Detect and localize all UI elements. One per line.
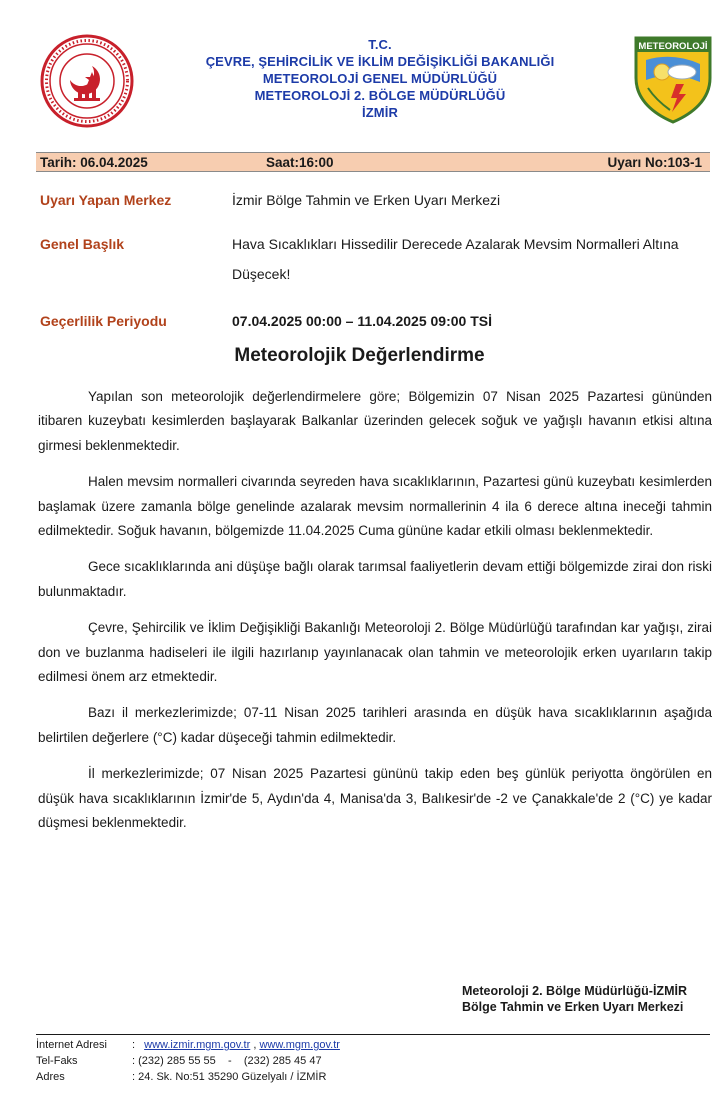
address-label: Adres — [36, 1071, 65, 1083]
footer-phone-row — [36, 1053, 710, 1069]
paragraph: Çevre, Şehircilik ve İklim Değişikliği Bakanlığı Meteoroloji 2. Bölge Müdürlüğü tarafından kar yağışı, zirai don ve buzlanma hadiseleri ile ilgili hazırlanıp yayınlanacak olan tahmin ve meteorolojik erken uyarıların takip edilmesi önem arz etmektedir. — [38, 620, 712, 685]
paragraph: Halen mevsim normalleri civarında seyreden hava sıcaklıklarının, Pazartesi günü kuzeybatı kesimlerden başlamak üzere zamanla bölge genelinde azalarak mevsim normallerinin 4 ila 6 derece altına ineceği tahmin edilmektedir. Soğuk havanın, bölgemizde 11.04.2025 Cuma gününe kadar etkili olması beklenmektedir. — [38, 474, 712, 539]
header-line-city: İZMİR — [362, 105, 398, 120]
meteoroloji-shield-icon — [632, 34, 714, 124]
header-line-ministry: ÇEVRE, ŞEHİRCİLİK VE İKLİM DEĞİŞİKLİĞİ BAKANLIĞI — [205, 54, 555, 69]
phone-value: : (232) 285 55 55 - (232) 285 45 47 — [132, 1055, 322, 1067]
warning-date: Tarih: 06.04.2025 — [40, 155, 148, 170]
assessment-body — [38, 385, 712, 848]
center-value: İzmir Bölge Tahmin ve Erken Uyarı Merkezi — [232, 192, 501, 208]
header-line-general-directorate: METEOROLOJİ GENEL MÜDÜRLÜĞÜ — [262, 71, 498, 86]
document-header — [0, 0, 719, 150]
paragraph: Yapılan son meteorolojik değerlendirmelere göre; Bölgemizin 07 Nisan 2025 Pazartesi gününden itibaren kuzeybatı kesimlerden başlayarak Balkanlar üzerinden gelecek soğuk ve yağışlı havanın etkisi altına girmesi beklenmektedir. — [38, 389, 712, 453]
signature-block — [462, 983, 687, 1015]
meteoroloji-logo-text: METEOROLOJİ — [638, 41, 708, 52]
section-title: Meteorolojik Değerlendirme — [234, 345, 485, 366]
izmir-mgm-link[interactable]: www.izmir.mgm.gov.tr — [144, 1039, 251, 1051]
phone-label: Tel-Faks — [36, 1055, 78, 1067]
internet-label: İnternet Adresi — [36, 1039, 107, 1051]
address-value: : 24. Sk. No:51 35290 Güzelyalı / İZMİR — [132, 1071, 327, 1083]
mgm-link[interactable]: www.mgm.gov.tr — [259, 1039, 340, 1051]
ministry-seal-icon — [40, 34, 134, 128]
contact-footer — [36, 1034, 710, 1085]
warning-info-bar — [36, 152, 710, 172]
general-title-value: Hava Sıcaklıkları Hissedilir Derecede Azalarak Mevsim Normalleri Altına Düşecek! — [232, 236, 679, 282]
header-line-regional-directorate: METEOROLOJİ 2. BÖLGE MÜDÜRLÜĞÜ — [254, 88, 506, 103]
general-title-label: Genel Başlık — [40, 236, 125, 252]
paragraph: Bazı il merkezlerimizde; 07-11 Nisan 2025 tarihleri arasında en düşük hava sıcaklıklarının aşağıda belirtilen değerlere (°C) kadar düşeceği tahmin edilmektedir. — [38, 705, 712, 745]
center-label: Uyarı Yapan Merkez — [40, 192, 172, 208]
internet-value — [132, 1037, 710, 1053]
paragraph: İl merkezlerimizde; 07 Nisan 2025 Pazartesi gününü takip eden beş günlük periyotta öngörülen en düşük hava sıcaklıklarının İzmir'de 5, Aydın'da 4, Manisa'da 3, Balıkesir'de -2 ve Çanakkale'de 2 (°C) ye kadar düşmesi beklenmektedir. — [38, 766, 712, 831]
signature-center: Bölge Tahmin ve Erken Uyarı Merkezi — [462, 1000, 684, 1014]
signature-directorate: Meteoroloji 2. Bölge Müdürlüğü-İZMİR — [462, 984, 687, 998]
internet-separator: : — [132, 1039, 136, 1051]
warning-number: Uyarı No:103-1 — [607, 155, 702, 170]
header-line-tc: T.C. — [368, 37, 392, 52]
paragraph: Gece sıcaklıklarında ani düşüşe bağlı olarak tarımsal faaliyetlerin devam ettiği bölgemizde zirai don riski bulunmaktadır. — [38, 559, 712, 599]
footer-address-row — [36, 1069, 710, 1085]
warning-time: Saat:16:00 — [266, 155, 334, 170]
footer-internet-row — [36, 1037, 710, 1053]
internet-comma: , — [250, 1039, 260, 1051]
validity-period-label: Geçerlilik Periyodu — [40, 313, 167, 329]
validity-period-value: 07.04.2025 00:00 – 11.04.2025 09:00 TSİ — [232, 313, 492, 329]
header-titles — [150, 36, 610, 121]
